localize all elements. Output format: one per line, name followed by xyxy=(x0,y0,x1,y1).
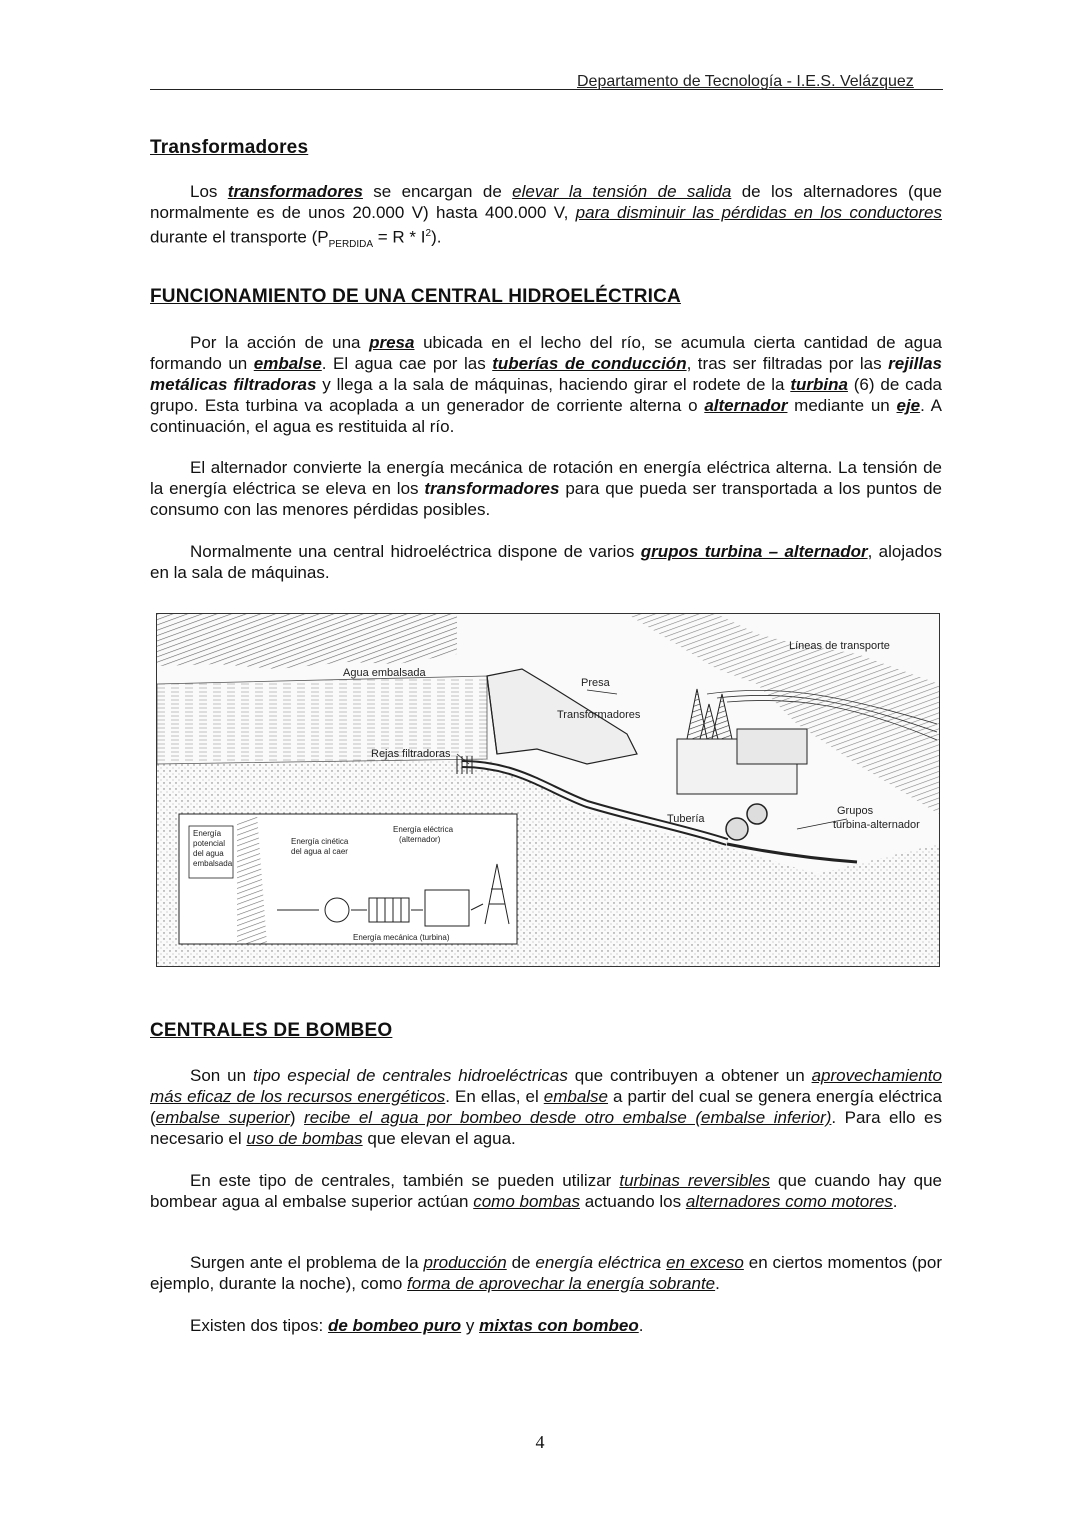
section-title-bombeo: CENTRALES DE BOMBEO xyxy=(150,1020,393,1041)
label-agua-embalsada: Agua embalsada xyxy=(343,667,426,679)
energy-inset xyxy=(179,814,517,944)
hydroelectric-plant-illustration xyxy=(156,613,940,967)
label-tuberia: Tubería xyxy=(667,813,705,825)
page-number: 4 xyxy=(535,1432,545,1452)
paragraph-funcionamiento-2: El alternador convierte la energía mecánica de rotación en energía eléctrica alterna. La tensión de la energía eléctrica se eleva en los transformadores para que pueda ser transportada a los puntos de consumo con las menores pérdidas posibles. xyxy=(150,458,942,519)
label-transformadores: Transformadores xyxy=(557,709,641,721)
inset-label-cinetica-2: del agua al caer xyxy=(291,847,348,856)
illustration-svg xyxy=(157,614,939,966)
transformers xyxy=(687,689,732,739)
label-grupos: Grupos xyxy=(837,805,874,817)
label-rejas-filtradoras: Rejas filtradoras xyxy=(371,748,451,760)
header-rule xyxy=(150,89,943,90)
mountains-left xyxy=(157,614,457,669)
inset-label-potencial-4: embalsada xyxy=(193,859,233,868)
label-lineas-transporte: Líneas de transporte xyxy=(789,640,890,652)
section-title-funcionamiento: FUNCIONAMIENTO DE UNA CENTRAL HIDROELÉCTRICA xyxy=(150,286,681,307)
inset-label-potencial-1: Energía xyxy=(193,829,222,838)
label-turbina-alternador: turbina-alternador xyxy=(833,819,920,831)
paragraph-bombeo-4: Existen dos tipos: de bombeo puro y mixtas con bombeo. xyxy=(190,1316,644,1335)
inset-label-potencial-3: del agua xyxy=(193,849,224,858)
inset-label-electrica-1: Energía eléctrica xyxy=(393,825,454,834)
section-title-transformadores: Transformadores xyxy=(150,137,309,158)
paragraph-bombeo-2: En este tipo de centrales, también se pueden utilizar turbinas reversibles que cuando hay que bombear agua al embalse superior actúan como bombas actuando los alternadores como motores. xyxy=(150,1171,942,1211)
inset-label-cinetica-1: Energía cinética xyxy=(291,837,349,846)
turbine-1 xyxy=(726,818,748,840)
turbine-2 xyxy=(747,804,767,824)
paragraph-funcionamiento-1: Por la acción de una presa ubicada en el lecho del río, se acumula cierta cantidad de agua formando un embalse. El agua cae por las tuberías de conducción, tras ser filtradas por las rejillas metálicas filtradoras y llega a la sala de máquinas, haciendo girar el rodete de la turbina (6) de cada grupo. Esta turbina va acoplada a un generador de corriente alterna o alternador mediante un eje. A continuación, el agua es restituida al río. xyxy=(150,333,942,436)
inset-label-potencial-2: potencial xyxy=(193,839,226,848)
inset-label-mecanica: Energía mecánica (turbina) xyxy=(353,933,450,942)
paragraph-bombeo-1: Son un tipo especial de centrales hidroeléctricas que contribuyen a obtener un aprovechamiento más eficaz de los recursos energéticos. En ellas, el embalse a partir del cual se genera energía eléctrica (embalse superior) recibe el agua por bombeo desde otro embalse (embalse inferior). Para ello es necesario el uso de bombas que elevan el agua. xyxy=(150,1066,942,1148)
label-presa: Presa xyxy=(581,677,610,689)
paragraph-transformadores: Los transformadores se encargan de elevar la tensión de salida de los alternadores (que normalmente es de unos 20.000 V) hasta 400.000 V, para disminuir las pérdidas en los conductores durante el transporte $(P_{PERDIDA} = R * I^2)$. xyxy=(150,182,943,251)
page-header: Departamento de Tecnología - I.E.S. Velázquez xyxy=(577,73,914,90)
paragraph-funcionamiento-3: Normalmente una central hidroeléctrica dispone de varios grupos turbina – alternador, alojados en la sala de máquinas. xyxy=(150,542,942,582)
inset-label-electrica-2: (alternador) xyxy=(399,835,441,844)
paragraph-bombeo-3: Surgen ante el problema de la producción de energía eléctrica en exceso en ciertos momentos (por ejemplo, durante la noche), como forma de aprovechar la energía sobrante. xyxy=(150,1253,942,1293)
